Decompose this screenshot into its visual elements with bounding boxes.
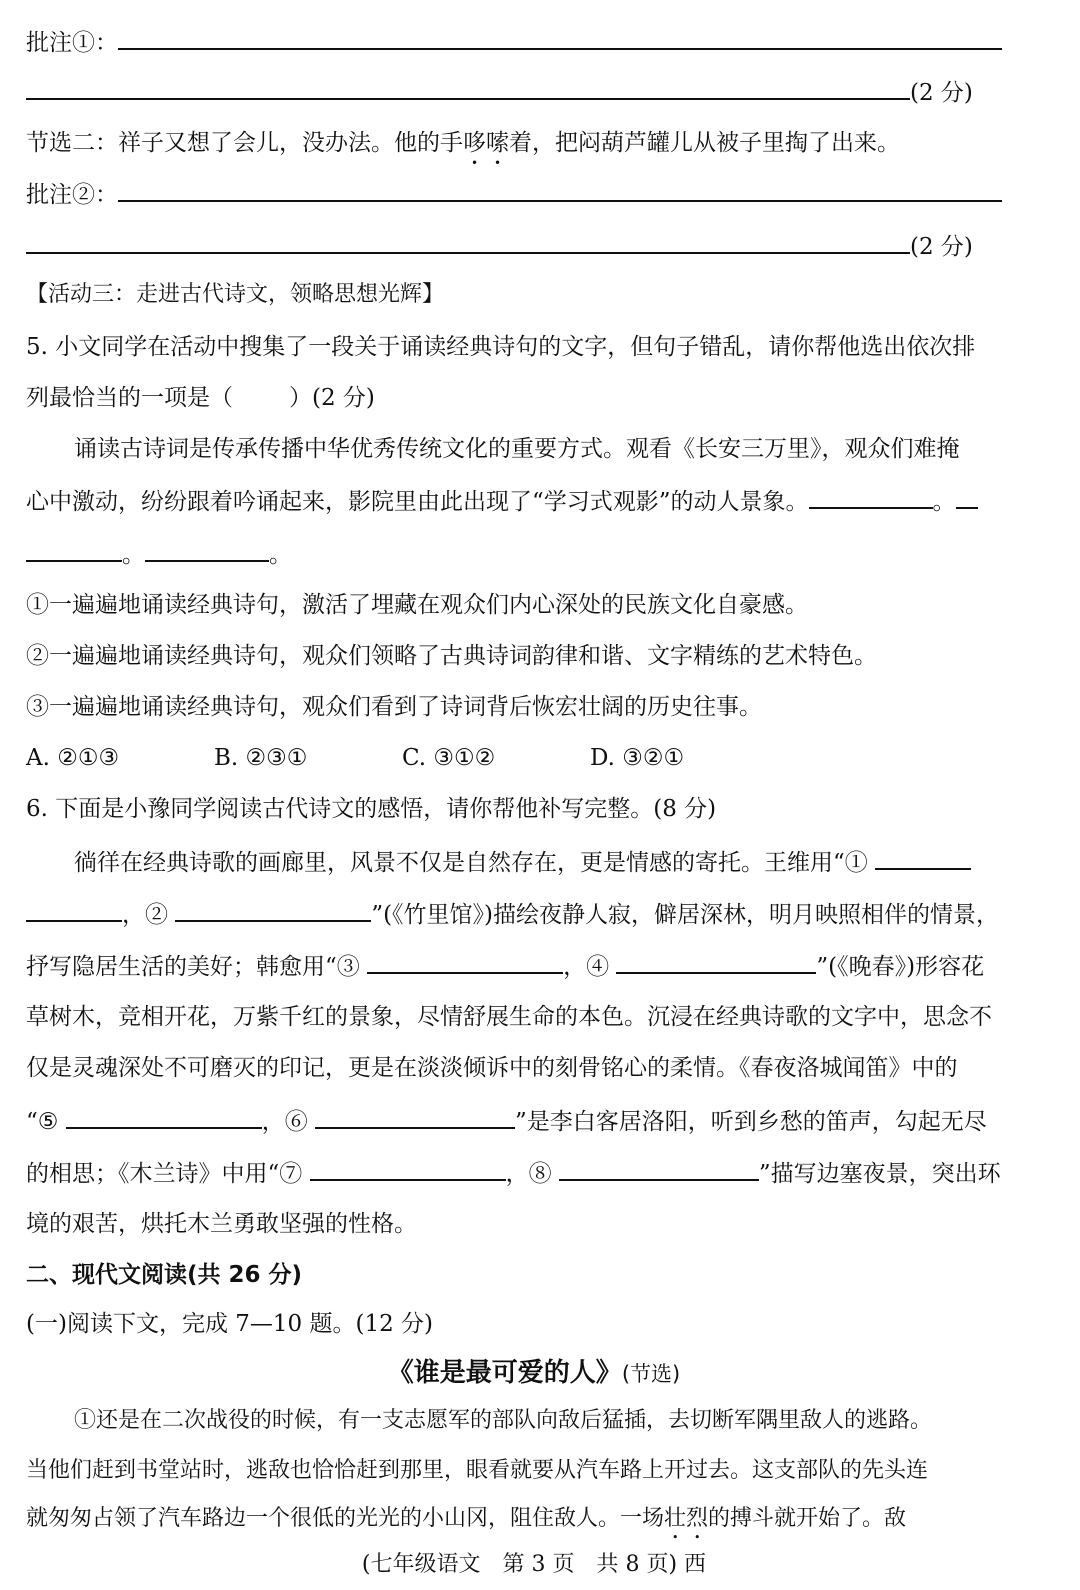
q5-option-b[interactable]: B. ②③① bbox=[214, 745, 308, 771]
q5-option-a[interactable]: A. ②①③ bbox=[26, 745, 120, 771]
annotation-1-blank-2[interactable] bbox=[26, 76, 910, 100]
q6-para-6 bbox=[26, 1105, 987, 1137]
q6-blank-5[interactable] bbox=[66, 1105, 262, 1129]
q5-line-1: 5. 小文同学在活动中搜集了一段关于诵读经典诗句的文字，但句子错乱，请你帮他选出依次排 bbox=[26, 334, 976, 360]
q5-stem: 列最恰当的一项是（ bbox=[26, 385, 233, 411]
article-para-3-emphasis: 壮烈 bbox=[664, 1506, 709, 1531]
q5-options bbox=[26, 743, 778, 773]
q5-passage-text: 心中激动，纷纷跟着吟诵起来，影院里由此出现了“学习式观影”的动人景象。 bbox=[26, 489, 809, 515]
article-para-3 bbox=[26, 1504, 906, 1544]
q6-blank-4[interactable] bbox=[616, 950, 816, 974]
annotation-1-label: 批注①： bbox=[26, 30, 118, 56]
q6-blank-6[interactable] bbox=[315, 1105, 515, 1129]
article-title bbox=[26, 1356, 1042, 1391]
q5-passage-line-2 bbox=[26, 485, 978, 517]
annotation-2-score: (2 分) bbox=[910, 234, 973, 260]
article-para-3-a: 就匆匆占领了汽车路边一个很低的光光的小山冈，阻住敌人。一场 bbox=[26, 1506, 665, 1531]
q5-option-d[interactable]: D. ③②① bbox=[590, 745, 685, 771]
q6-para-5: 仅是灵魂深处不可磨灭的印记，更是在淡淡倾诉中的刻骨铭心的柔情。《春夜洛城闻笛》中的 bbox=[26, 1055, 958, 1081]
annotation-2-line bbox=[26, 178, 1002, 210]
q6-blank-3[interactable] bbox=[367, 950, 563, 974]
q6-para-2 bbox=[26, 898, 999, 930]
article-para-2: 当他们赶到书堂站时，逃敌也恰恰赶到那里，眼看就要从汽车路上开过去。这支部队的先头连 bbox=[26, 1458, 929, 1483]
annotation-1-line-2 bbox=[26, 76, 973, 108]
excerpt-2-suffix: 着，把闷葫芦罐儿从被子里掏了出来。 bbox=[509, 130, 900, 156]
q5-item-3: ③一遍遍地诵读经典诗句，观众们看到了诗词背后恢宏壮阔的历史往事。 bbox=[26, 694, 762, 720]
q6-blank-8[interactable] bbox=[559, 1157, 759, 1181]
excerpt-2-prefix: 节选二：祥子又想了会儿，没办法。他的手 bbox=[26, 130, 463, 156]
q5-score: ）(2 分) bbox=[289, 385, 375, 411]
q6-text-8: ”描写边塞夜景，突出环 bbox=[758, 1161, 1001, 1187]
q5-item-2: ②一遍遍地诵读经典诗句，观众们领略了古典诗词韵律和谐、文字精练的艺术特色。 bbox=[26, 643, 877, 669]
q6-marker-5: “⑤ bbox=[26, 1109, 59, 1135]
section-2-sub: (一)阅读下文，完成 7—10 题。(12 分) bbox=[26, 1311, 433, 1337]
q5-period-2: 。 bbox=[122, 542, 145, 568]
q6-blank-1-end[interactable] bbox=[26, 898, 122, 922]
q6-para-7 bbox=[26, 1157, 1001, 1189]
annotation-2-line-2 bbox=[26, 230, 973, 262]
q5-blank-2-end[interactable] bbox=[26, 538, 122, 562]
q5-option-c[interactable]: C. ③①② bbox=[402, 745, 496, 771]
section-2-heading: 二、现代文阅读(共 26 分) bbox=[26, 1262, 303, 1288]
article-para-3-b: 的搏斗就开始了。敌 bbox=[708, 1506, 907, 1531]
q6-marker-6: ，⑥ bbox=[261, 1109, 308, 1135]
q5-passage-line-1: 诵读古诗词是传承传播中华优秀传统文化的重要方式。观看《长安三万里》，观众们难掩 bbox=[74, 436, 960, 462]
activity-3-heading: 【活动三：走进古代诗文，领略思想光辉】 bbox=[26, 282, 445, 307]
q6-blank-1-start[interactable] bbox=[875, 846, 971, 870]
q6-blank-7[interactable] bbox=[310, 1157, 506, 1181]
exam-page bbox=[26, 0, 1042, 1590]
q6-text-7: 的相思；《木兰诗》中用“⑦ bbox=[26, 1161, 303, 1187]
q6-text-1: 徜徉在经典诗歌的画廊里，风景不仅是自然存在，更是情感的寄托。王维用“① bbox=[74, 850, 868, 876]
q6-para-8: 境的艰苦，烘托木兰勇敢坚强的性格。 bbox=[26, 1211, 417, 1237]
q6-line-1: 6. 下面是小豫同学阅读古代诗文的感悟，请你帮他补写完整。(8 分) bbox=[26, 796, 717, 822]
q5-period-3: 。 bbox=[269, 542, 292, 568]
annotation-2-label: 批注②： bbox=[26, 182, 118, 208]
q6-para-1 bbox=[26, 846, 971, 878]
q5-blank-2-start[interactable] bbox=[956, 485, 978, 509]
article-title-text: 《谁是最可爱的人》 bbox=[387, 1358, 622, 1388]
q6-text-4: ”(《晚春》)形容花 bbox=[816, 954, 985, 980]
annotation-2-blank-2[interactable] bbox=[26, 230, 910, 254]
page-footer: (七年级语文 第 3 页 共 8 页) 西 bbox=[361, 1552, 707, 1577]
q6-text-2: ”(《竹里馆》)描绘夜静人寂，僻居深林，明月映照相伴的情景， bbox=[371, 902, 1000, 928]
annotation-2-blank[interactable] bbox=[118, 178, 1002, 202]
excerpt-2 bbox=[26, 128, 900, 170]
annotation-1-line bbox=[26, 26, 1002, 58]
q6-text-6: ”是李白客居洛阳，听到乡愁的笛声，勾起无尽 bbox=[515, 1109, 987, 1135]
q6-para-3 bbox=[26, 950, 984, 982]
q6-blank-2[interactable] bbox=[175, 898, 371, 922]
q5-blank-3[interactable] bbox=[145, 538, 269, 562]
q6-text-3: 抒写隐居生活的美好；韩愈用“③ bbox=[26, 954, 360, 980]
q6-marker-8: ，⑧ bbox=[505, 1161, 552, 1187]
q6-marker-2: ，② bbox=[122, 902, 168, 928]
excerpt-2-emphasis: 哆嗦 bbox=[463, 130, 509, 156]
q5-line-2 bbox=[26, 383, 375, 413]
q5-period-1: 。 bbox=[932, 489, 956, 515]
q5-blank-1[interactable] bbox=[809, 485, 933, 509]
q6-marker-4: ，④ bbox=[563, 954, 610, 980]
annotation-1-score: (2 分) bbox=[910, 80, 973, 106]
q5-item-1: ①一遍遍地诵读经典诗句，激活了埋藏在观众们内心深处的民族文化自豪感。 bbox=[26, 592, 808, 618]
q5-passage-line-3 bbox=[26, 538, 292, 570]
annotation-1-blank[interactable] bbox=[118, 26, 1002, 50]
q6-para-4: 草树木，竞相开花，万紫千红的景象，尽情舒展生命的本色。沉浸在经典诗歌的文字中，思念不 bbox=[26, 1004, 992, 1030]
article-para-1: ①还是在二次战役的时候，有一支志愿军的部队向敌后猛插，去切断军隅里敌人的逃路。 bbox=[74, 1408, 933, 1433]
article-title-note: (节选) bbox=[621, 1362, 681, 1386]
